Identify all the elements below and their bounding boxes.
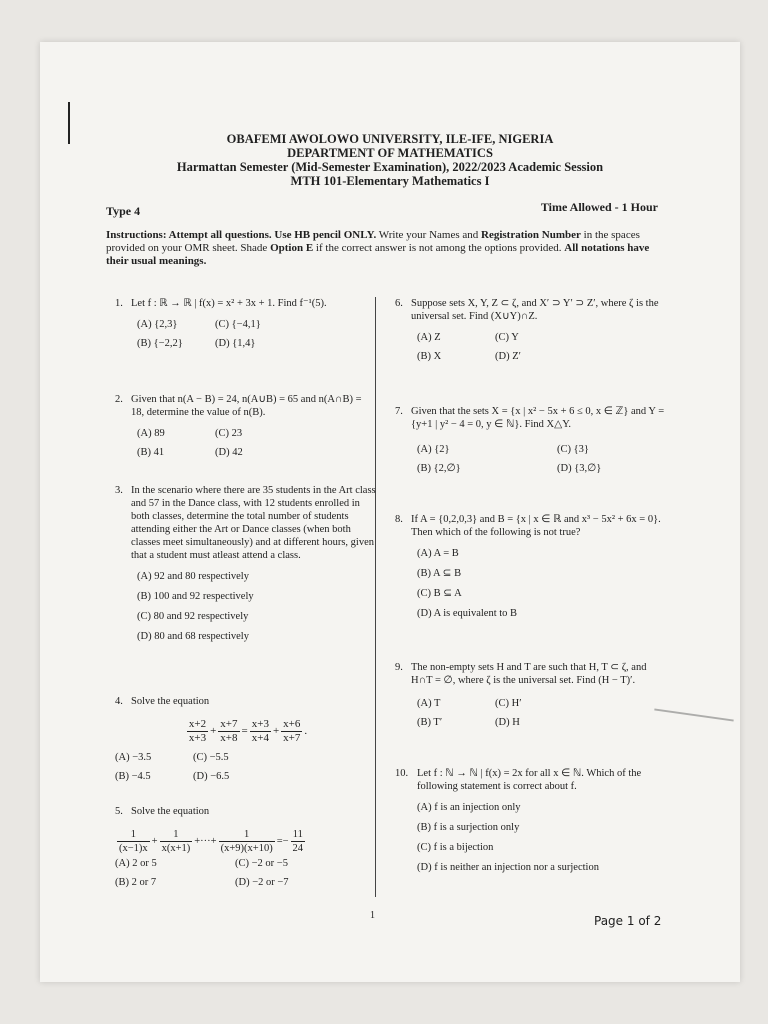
options bbox=[417, 547, 665, 620]
equation: $\frac{1}{(x-1)x}$ + $\frac{1}{x(x+1)}$ +···+ $\frac{1}{(x+9)(x+10)}$ =− $\frac{11}{24}$ bbox=[119, 829, 304, 854]
question-10 bbox=[395, 767, 665, 881]
question-text: Given that the sets X = {x | x² − 5x + 6 ≤ 0, x ∈ ℤ} and Y = {y+1 | y² − 4 = 0, y ∈ ℕ}. Find X△Y. bbox=[411, 406, 665, 430]
option[interactable]: (B) 41 bbox=[137, 447, 165, 458]
option[interactable]: (D) −2 or −7 bbox=[235, 877, 289, 888]
department-name: DEPARTMENT OF MATHEMATICS bbox=[287, 146, 493, 160]
question-text: Let f : ℕ → ℕ | f(x) = 2x for all x ∈ ℕ. Which of the following statement is correct about f. bbox=[417, 768, 642, 792]
option[interactable]: (C) {−4,1} bbox=[215, 319, 261, 330]
option[interactable]: (D) A is equivalent to B bbox=[417, 608, 518, 619]
question-text: Solve the equation bbox=[131, 806, 210, 817]
instructions bbox=[106, 229, 666, 268]
option[interactable]: (B) {2,∅} bbox=[417, 463, 461, 474]
page-number: 1 bbox=[370, 910, 375, 921]
question-number: 1. bbox=[115, 298, 123, 309]
fraction: $\frac{1}{(x+9)(x+10)}$ bbox=[220, 829, 273, 854]
option[interactable]: (C) f is a bijection bbox=[417, 842, 494, 853]
question-text: The non-empty sets H and T are such that H, T ⊂ ζ, and H∩T = ∅, where ζ is the universal set. Find (H − T)′. bbox=[411, 662, 647, 686]
instructions-bold-2: Registration Number bbox=[481, 229, 581, 241]
question-7 bbox=[395, 405, 665, 475]
options bbox=[137, 427, 377, 459]
option[interactable]: (B) 100 and 92 respectively bbox=[137, 591, 254, 602]
question-3 bbox=[115, 484, 377, 650]
option[interactable]: (D) Z′ bbox=[495, 351, 521, 362]
options bbox=[417, 801, 647, 874]
page-count: Page 1 of 2 bbox=[594, 914, 662, 928]
option[interactable]: (A) −3.5 bbox=[115, 752, 152, 763]
option[interactable]: (A) {2,3} bbox=[137, 319, 178, 330]
question-number: 3. bbox=[115, 485, 123, 496]
instructions-bold-4: All notations have their usual meanings. bbox=[106, 242, 650, 267]
options bbox=[417, 697, 665, 729]
instructions-text-1: Write your Names and bbox=[376, 229, 481, 241]
fraction: $\frac{x+6}{x+7}$ bbox=[283, 718, 301, 744]
question-text: In the scenario where there are 35 students in the Art class and 57 in the Dance class, with 12 students enrolled in both classes, determine the total number of students attending either the Art or Dance classes (when both classes meet simultaneously) and at different hours, given that a student must atleast attend a class. bbox=[131, 485, 376, 561]
option[interactable]: (A) f is an injection only bbox=[417, 802, 521, 813]
instructions-bold-3: Option E bbox=[270, 242, 314, 254]
option[interactable]: (D) H bbox=[495, 717, 520, 728]
question-text: If A = {0,2,0,3} and B = {x | x ∈ ℝ and x³ − 5x² + 6x = 0}. Then which of the following is not true? bbox=[411, 514, 661, 538]
option[interactable]: (A) T bbox=[417, 698, 441, 709]
option[interactable]: (D) f is neither an injection nor a surjection bbox=[417, 862, 599, 873]
question-number: 7. bbox=[395, 406, 403, 417]
fraction: $\frac{x+3}{x+4}$ bbox=[251, 718, 269, 744]
question-text: Given that n(A − B) = 24, n(A∪B) = 65 and n(A∩B) = 18, determine the value of n(B). bbox=[131, 394, 362, 418]
options bbox=[137, 570, 377, 643]
option[interactable]: (C) B ⊆ A bbox=[417, 588, 462, 599]
course-title: MTH 101-Elementary Mathematics I bbox=[290, 174, 490, 188]
options bbox=[137, 318, 377, 350]
question-number: 6. bbox=[395, 298, 403, 309]
fraction: $\frac{x+7}{x+8}$ bbox=[220, 718, 238, 744]
option[interactable]: (A) 89 bbox=[137, 428, 165, 439]
option[interactable]: (A) {2} bbox=[417, 444, 450, 455]
options bbox=[417, 331, 665, 363]
exam-header bbox=[40, 132, 740, 188]
question-text: Solve the equation bbox=[131, 696, 210, 707]
question-5 bbox=[115, 805, 377, 889]
exam-type: Type 4 bbox=[106, 204, 141, 218]
question-9 bbox=[395, 661, 665, 729]
option[interactable]: (B) f is a surjection only bbox=[417, 822, 520, 833]
fraction: $\frac{11}{24}$ bbox=[292, 829, 304, 854]
options bbox=[115, 751, 377, 783]
equation: $\frac{x+2}{x+3}$ + $\frac{x+7}{x+8}$ = $\frac{x+3}{x+4}$ + $\frac{x+6}{x+7}$ . bbox=[188, 718, 308, 744]
question-number: 8. bbox=[395, 514, 403, 525]
question-number: 5. bbox=[115, 806, 123, 817]
option[interactable]: (C) 80 and 92 respectively bbox=[137, 611, 249, 622]
question-4 bbox=[115, 695, 377, 783]
semester-line: Harmattan Semester (Mid-Semester Examination), 2022/2023 Academic Session bbox=[176, 160, 604, 174]
question-number: 2. bbox=[115, 394, 123, 405]
fraction: $\frac{1}{(x-1)x}$ bbox=[119, 829, 148, 854]
question-text: Let f : ℝ → ℝ | f(x) = x² + 3x + 1. Find f⁻¹(5). bbox=[131, 298, 327, 309]
option[interactable]: (C) H′ bbox=[495, 698, 522, 709]
exam-page bbox=[40, 42, 740, 982]
option[interactable]: (B) A ⊆ B bbox=[417, 568, 462, 579]
question-text: Suppose sets X, Y, Z ⊂ ζ, and X′ ⊃ Y′ ⊃ Z′, where ζ is the universal set. Find (X∪Y)∩Z. bbox=[411, 298, 659, 322]
options bbox=[115, 857, 377, 889]
option[interactable]: (B) X bbox=[417, 351, 442, 362]
question-6 bbox=[395, 297, 665, 363]
option[interactable]: (B) T′ bbox=[417, 717, 443, 728]
option[interactable]: (B) {−2,2} bbox=[137, 338, 183, 349]
option[interactable]: (D) 80 and 68 respectively bbox=[137, 631, 249, 642]
instructions-bold-1: Instructions: Attempt all questions. Use HB pencil ONLY. bbox=[106, 229, 377, 241]
option[interactable]: (B) 2 or 7 bbox=[115, 877, 157, 888]
option[interactable]: (C) 23 bbox=[215, 428, 243, 439]
option[interactable]: (B) −4.5 bbox=[115, 771, 151, 782]
instructions-text-3: if the correct answer is not among the options provided. bbox=[313, 242, 565, 254]
option[interactable]: (A) 2 or 5 bbox=[115, 858, 157, 869]
question-8 bbox=[395, 513, 665, 627]
option[interactable]: (C) −5.5 bbox=[193, 752, 229, 763]
option[interactable]: (A) A = B bbox=[417, 548, 459, 559]
question-number: 4. bbox=[115, 696, 123, 707]
question-2 bbox=[115, 393, 377, 459]
option[interactable]: (C) {3} bbox=[557, 444, 589, 455]
option[interactable]: (D) 42 bbox=[215, 447, 243, 458]
option[interactable]: (D) {1,4} bbox=[215, 338, 256, 349]
question-1 bbox=[115, 297, 377, 350]
option[interactable]: (C) Y bbox=[495, 332, 519, 343]
fraction: $\frac{x+2}{x+3}$ bbox=[188, 718, 207, 744]
fraction: $\frac{1}{x(x+1)}$ bbox=[161, 829, 191, 854]
option[interactable]: (D) {3,∅} bbox=[557, 463, 602, 474]
options bbox=[417, 443, 665, 475]
option[interactable]: (A) 92 and 80 respectively bbox=[137, 571, 249, 582]
option[interactable]: (C) −2 or −5 bbox=[235, 858, 288, 869]
time-allowed: Time Allowed - 1 Hour bbox=[540, 200, 658, 214]
instructions-text-2: in the spaces provided on your OMR sheet. Shade bbox=[106, 229, 640, 254]
question-number: 9. bbox=[395, 662, 403, 673]
pen-stroke bbox=[654, 708, 733, 721]
option[interactable]: (D) −6.5 bbox=[193, 771, 230, 782]
question-number: 10. bbox=[395, 768, 409, 779]
university-name: OBAFEMI AWOLOWO UNIVERSITY, ILE-IFE, NIGERIA bbox=[226, 132, 554, 146]
option[interactable]: (A) Z bbox=[417, 332, 441, 343]
